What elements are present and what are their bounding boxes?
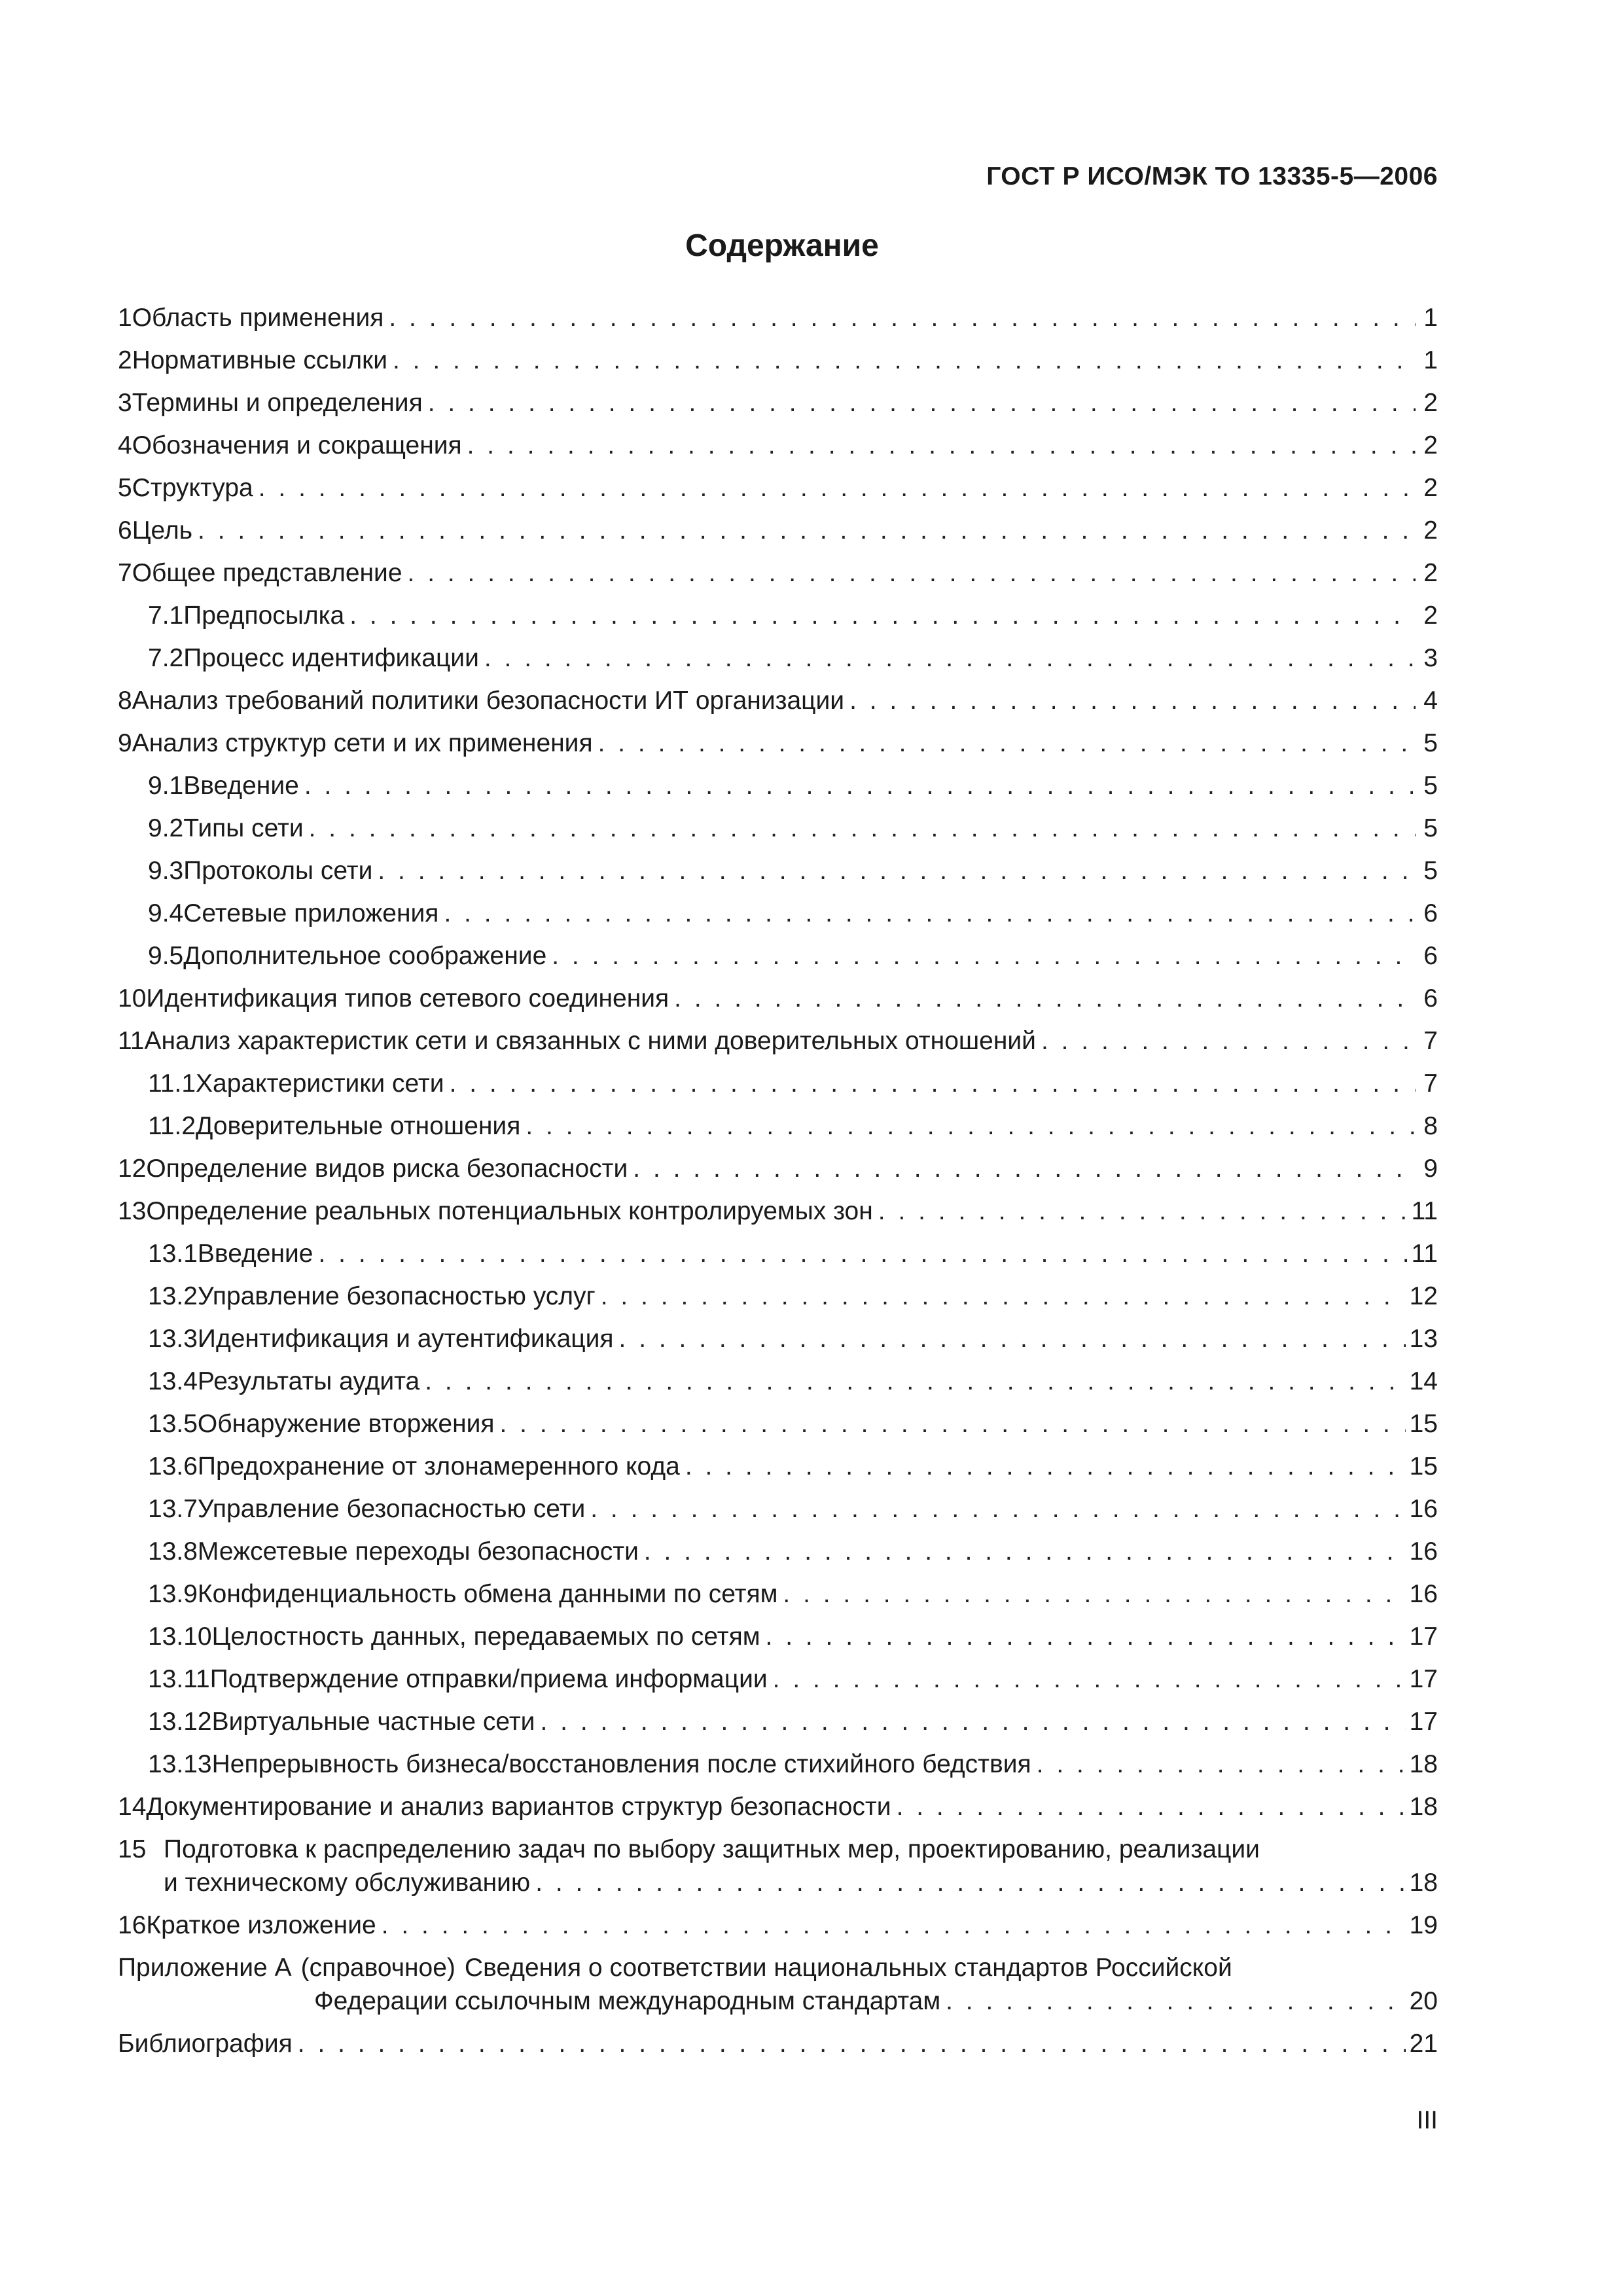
- toc-entry-page: 5: [1423, 772, 1438, 800]
- toc-entry: [118, 728, 1438, 759]
- toc-entry-number: 5: [118, 474, 132, 502]
- dot-leader: [425, 1366, 1405, 1397]
- toc-entry: [118, 1621, 1438, 1652]
- toc-entry-title: Процесс идентификации: [183, 644, 479, 672]
- dot-leader: [766, 1621, 1406, 1652]
- toc-entry-page: 11: [1411, 1240, 1438, 1268]
- bibliography-entry: [118, 2028, 1438, 2059]
- toc-entry-title: Структура: [132, 474, 253, 502]
- dot-leader: [535, 1867, 1405, 1898]
- toc-entry: [118, 430, 1438, 461]
- toc-entry-title: Виртуальные частные сети: [211, 1708, 535, 1736]
- dot-leader: [349, 600, 1416, 631]
- toc-entry-number: 11: [118, 1027, 145, 1055]
- toc-entry-number: 11.1: [148, 1069, 196, 1098]
- dot-leader: [878, 1196, 1408, 1227]
- toc-entry-number: 2: [118, 346, 132, 374]
- dot-leader: [304, 770, 1416, 801]
- toc-entry-title: Доверительные отношения: [196, 1112, 521, 1140]
- toc-entry-title: Обнаружение вторжения: [197, 1410, 495, 1438]
- toc-entry-title: Типы сети: [183, 814, 304, 842]
- dot-leader: [319, 1238, 1408, 1269]
- toc-entry-number: 9.1: [148, 772, 184, 800]
- toc-entry-number: 13: [118, 1197, 147, 1225]
- toc-entry: [118, 1451, 1438, 1482]
- toc-entry: [118, 1910, 1438, 1941]
- toc-entry-number: 9.3: [148, 857, 184, 885]
- toc-entry-title: Анализ требований политики безопасности ИТ организации: [132, 687, 845, 715]
- dot-leader: [598, 728, 1416, 759]
- dot-leader: [633, 1153, 1416, 1184]
- toc-entry-page: 6: [1423, 899, 1438, 927]
- toc-entry-title: Цель: [132, 516, 193, 545]
- toc-entry-page: 6: [1423, 984, 1438, 1013]
- appendix-label: Приложение А: [118, 1954, 292, 1982]
- dot-leader: [540, 1706, 1405, 1737]
- toc-entry-page: 16: [1409, 1495, 1438, 1523]
- toc-entry: [118, 855, 1438, 886]
- dot-leader: [198, 515, 1416, 546]
- toc-entry-number: 4: [118, 431, 132, 459]
- toc-entry-page: 18: [1409, 1750, 1438, 1778]
- toc-entry: [118, 1068, 1438, 1099]
- page-number: III: [1416, 2106, 1438, 2134]
- toc-entry-page: 2: [1423, 474, 1438, 502]
- appendix-entry: [118, 1952, 1438, 2017]
- toc-entry-number: 13.2: [148, 1282, 198, 1310]
- toc-entry-title: Управление безопасностью сети: [197, 1495, 586, 1523]
- dot-leader: [1037, 1749, 1406, 1780]
- appendix-page: 20: [1409, 1987, 1438, 2015]
- toc-entry-page: 6: [1423, 942, 1438, 970]
- toc-entry: [118, 1153, 1438, 1184]
- toc-entry-number: 13.12: [148, 1708, 212, 1736]
- dot-leader: [946, 1986, 1405, 2017]
- toc-entry-number: 7.2: [148, 644, 184, 672]
- toc-entry-page: 7: [1423, 1069, 1438, 1098]
- toc-entry-page: 2: [1423, 389, 1438, 417]
- toc-entry-title: Общее представление: [132, 559, 402, 587]
- toc-entry-title: Дополнительное соображение: [183, 942, 547, 970]
- dot-leader: [484, 643, 1416, 673]
- toc-entry-number: 13.13: [148, 1750, 212, 1778]
- dot-leader: [444, 898, 1416, 929]
- toc-entry-title: Управление безопасностью услуг: [197, 1282, 596, 1310]
- toc-entry: [118, 1196, 1438, 1227]
- dot-leader: [526, 1111, 1416, 1141]
- toc-entry: [118, 1664, 1438, 1695]
- toc-entry-title: Характеристики сети: [196, 1069, 444, 1098]
- toc-entry-page: 2: [1423, 601, 1438, 630]
- bibliography-page: 21: [1409, 2030, 1438, 2058]
- toc-entry-page: 17: [1409, 1665, 1438, 1693]
- toc-entry-title: Краткое изложение: [146, 1911, 376, 1939]
- toc-entry: [118, 558, 1438, 588]
- toc-entry-page: 3: [1423, 644, 1438, 672]
- toc-entry-page: 17: [1409, 1708, 1438, 1736]
- table-of-contents: [118, 302, 1438, 2071]
- toc-entry-number: 13.10: [148, 1623, 212, 1651]
- standard-designation: ГОСТ Р ИСО/МЭК ТО 13335-5—2006: [986, 162, 1438, 190]
- toc-entry-title: Конфиденциальность обмена данными по сетям: [197, 1580, 778, 1608]
- toc-entry: [118, 1706, 1438, 1737]
- toc-entry: [118, 1111, 1438, 1141]
- toc-entry: [118, 600, 1438, 631]
- dot-leader: [378, 855, 1416, 886]
- toc-entry: [118, 685, 1438, 716]
- dot-leader: [389, 302, 1416, 333]
- toc-entry-page: 15: [1409, 1410, 1438, 1438]
- toc-entry-title: Введение: [197, 1240, 313, 1268]
- dot-leader: [552, 941, 1416, 971]
- toc-entry-page: 5: [1423, 814, 1438, 842]
- toc-entry-title: Подтверждение отправки/приема информации: [209, 1665, 768, 1693]
- dot-leader: [467, 430, 1416, 461]
- toc-entry-page: 18: [1409, 1793, 1438, 1821]
- toc-entry-page: 4: [1423, 687, 1438, 715]
- page-title: Содержание: [685, 228, 879, 263]
- toc-entry-title: Целостность данных, передаваемых по сетям: [211, 1623, 760, 1651]
- toc-entry: [118, 1026, 1438, 1056]
- dot-leader: [590, 1494, 1405, 1524]
- dot-leader: [897, 1791, 1406, 1822]
- toc-entry-number: 13.9: [148, 1580, 198, 1608]
- toc-entry-number: 9.5: [148, 942, 184, 970]
- dot-leader: [783, 1579, 1405, 1609]
- toc-entry-number: 9.2: [148, 814, 184, 842]
- toc-entry-page: 1: [1423, 346, 1438, 374]
- toc-entry-page: 19: [1409, 1911, 1438, 1939]
- dot-leader: [408, 558, 1416, 588]
- toc-entry-title: Непрерывность бизнеса/восстановления после стихийного бедствия: [211, 1750, 1031, 1778]
- toc-entry: [118, 387, 1438, 418]
- toc-entry-number: 12: [118, 1155, 147, 1183]
- dot-leader: [500, 1408, 1406, 1439]
- toc-entry-page: 18: [1409, 1869, 1438, 1897]
- dot-leader: [450, 1068, 1416, 1099]
- toc-entry: [118, 1834, 1438, 1898]
- toc-entry-number: 13.1: [148, 1240, 198, 1268]
- toc-entry-number: 7.1: [148, 601, 184, 630]
- dot-leader: [601, 1281, 1406, 1312]
- toc-entry-title: Область применения: [132, 304, 384, 332]
- toc-entry: [118, 1536, 1438, 1567]
- toc-entry-page: 16: [1409, 1537, 1438, 1566]
- toc-entry-title: Межсетевые переходы безопасности: [197, 1537, 639, 1566]
- toc-entry-title: Обозначения и сокращения: [132, 431, 462, 459]
- toc-entry: [118, 813, 1438, 844]
- toc-entry-page: 2: [1423, 516, 1438, 545]
- toc-entry-page: 17: [1409, 1623, 1438, 1651]
- toc-entry-number: 9: [118, 729, 132, 757]
- toc-entry-number: 13.8: [148, 1537, 198, 1566]
- toc-entry-page: 12: [1409, 1282, 1438, 1310]
- dot-leader: [773, 1664, 1406, 1695]
- toc-entry-page: 5: [1423, 857, 1438, 885]
- toc-entry-title: Термины и определения: [132, 389, 423, 417]
- toc-entry: [118, 515, 1438, 546]
- toc-entry-number: 13.4: [148, 1367, 198, 1395]
- toc-entry-number: 9.4: [148, 899, 184, 927]
- toc-entry-page: 13: [1409, 1325, 1438, 1353]
- toc-entry: [118, 983, 1438, 1014]
- toc-entry-number: 8: [118, 687, 132, 715]
- toc-entry-page: 5: [1423, 729, 1438, 757]
- toc-entry-title: Анализ структур сети и их применения: [132, 729, 593, 757]
- toc-entry-title: Определение реальных потенциальных контролируемых зон: [146, 1197, 873, 1225]
- toc-entry-page: 9: [1423, 1155, 1438, 1183]
- dot-leader: [309, 813, 1416, 844]
- dot-leader: [298, 2028, 1406, 2059]
- toc-entry-title: Определение видов риска безопасности: [146, 1155, 628, 1183]
- toc-entry: [118, 473, 1438, 503]
- dot-leader: [849, 685, 1416, 716]
- toc-entry-number: 10: [118, 984, 147, 1013]
- toc-entry-page: 11: [1411, 1197, 1438, 1225]
- toc-entry: [118, 898, 1438, 929]
- toc-entry-title: и техническому обслуживанию: [164, 1869, 531, 1897]
- dot-leader: [674, 983, 1416, 1014]
- appendix-title-continued: Федерации ссылочным международным стандартам: [314, 1987, 941, 2015]
- toc-entry-page: 14: [1409, 1367, 1438, 1395]
- toc-entry-title: Анализ характеристик сети и связанных с ними доверительных отношений: [144, 1027, 1036, 1055]
- dot-leader: [428, 387, 1416, 418]
- toc-entry-page: 2: [1423, 559, 1438, 587]
- toc-entry: [118, 1494, 1438, 1524]
- toc-entry: [118, 1408, 1438, 1439]
- toc-entry-number: 7: [118, 559, 132, 587]
- toc-entry-title: Введение: [183, 772, 299, 800]
- toc-entry-title: Сетевые приложения: [183, 899, 439, 927]
- appendix-kind: (справочное): [300, 1954, 455, 1982]
- dot-leader: [393, 345, 1416, 376]
- toc-entry: [118, 643, 1438, 673]
- toc-entry-page: 8: [1423, 1112, 1438, 1140]
- toc-entry-number: 11.2: [148, 1112, 196, 1140]
- toc-entry-number: 13.6: [148, 1452, 198, 1480]
- toc-entry: [118, 1579, 1438, 1609]
- toc-entry-number: 13.11: [148, 1665, 210, 1693]
- dot-leader: [382, 1910, 1406, 1941]
- toc-entry-number: 13.5: [148, 1410, 198, 1438]
- toc-entry-number: 13.3: [148, 1325, 198, 1353]
- dot-leader: [259, 473, 1416, 503]
- toc-entry-number: 16: [118, 1911, 147, 1939]
- toc-entry: [118, 345, 1438, 376]
- toc-entry-title: Протоколы сети: [183, 857, 373, 885]
- dot-leader: [1041, 1026, 1416, 1056]
- toc-entry-number: 15: [118, 1835, 147, 1863]
- toc-entry-page: 2: [1423, 431, 1438, 459]
- toc-entry-title: Документирование и анализ вариантов структур безопасности: [146, 1793, 891, 1821]
- toc-entry-title: Идентификация типов сетевого соединения: [146, 984, 669, 1013]
- toc-entry: [118, 770, 1438, 801]
- toc-entry-title: Предохранение от злонамеренного кода: [197, 1452, 680, 1480]
- toc-entry: [118, 1791, 1438, 1822]
- toc-entry-number: 13.7: [148, 1495, 198, 1523]
- toc-entry: [118, 302, 1438, 333]
- toc-entry-page: 15: [1409, 1452, 1438, 1480]
- toc-entry: [118, 1323, 1438, 1354]
- toc-entry: [118, 1749, 1438, 1780]
- appendix-title: Сведения о соответствии национальных стандартов Российской: [464, 1954, 1232, 1982]
- toc-entry: [118, 1238, 1438, 1269]
- toc-entry: [118, 1366, 1438, 1397]
- toc-entry-number: 1: [118, 304, 132, 332]
- bibliography-title: Библиография: [118, 2030, 293, 2058]
- toc-entry-page: 7: [1423, 1027, 1438, 1055]
- toc-entry: [118, 1281, 1438, 1312]
- toc-entry-page: 16: [1409, 1580, 1438, 1608]
- toc-entry-number: 6: [118, 516, 132, 545]
- dot-leader: [685, 1451, 1406, 1482]
- toc-entry-page: 1: [1423, 304, 1438, 332]
- toc-entry-title: Предпосылка: [183, 601, 345, 630]
- toc-entry-title: Подготовка к распределению задач по выбору защитных мер, проектированию, реализации: [164, 1835, 1260, 1863]
- dot-leader: [644, 1536, 1406, 1567]
- toc-entry-number: 14: [118, 1793, 147, 1821]
- toc-entry-number: 3: [118, 389, 132, 417]
- dot-leader: [619, 1323, 1406, 1354]
- toc-entry: [118, 941, 1438, 971]
- toc-entry-title: Результаты аудита: [197, 1367, 420, 1395]
- toc-entry-title: Идентификация и аутентификация: [197, 1325, 614, 1353]
- toc-entry-title: Нормативные ссылки: [132, 346, 387, 374]
